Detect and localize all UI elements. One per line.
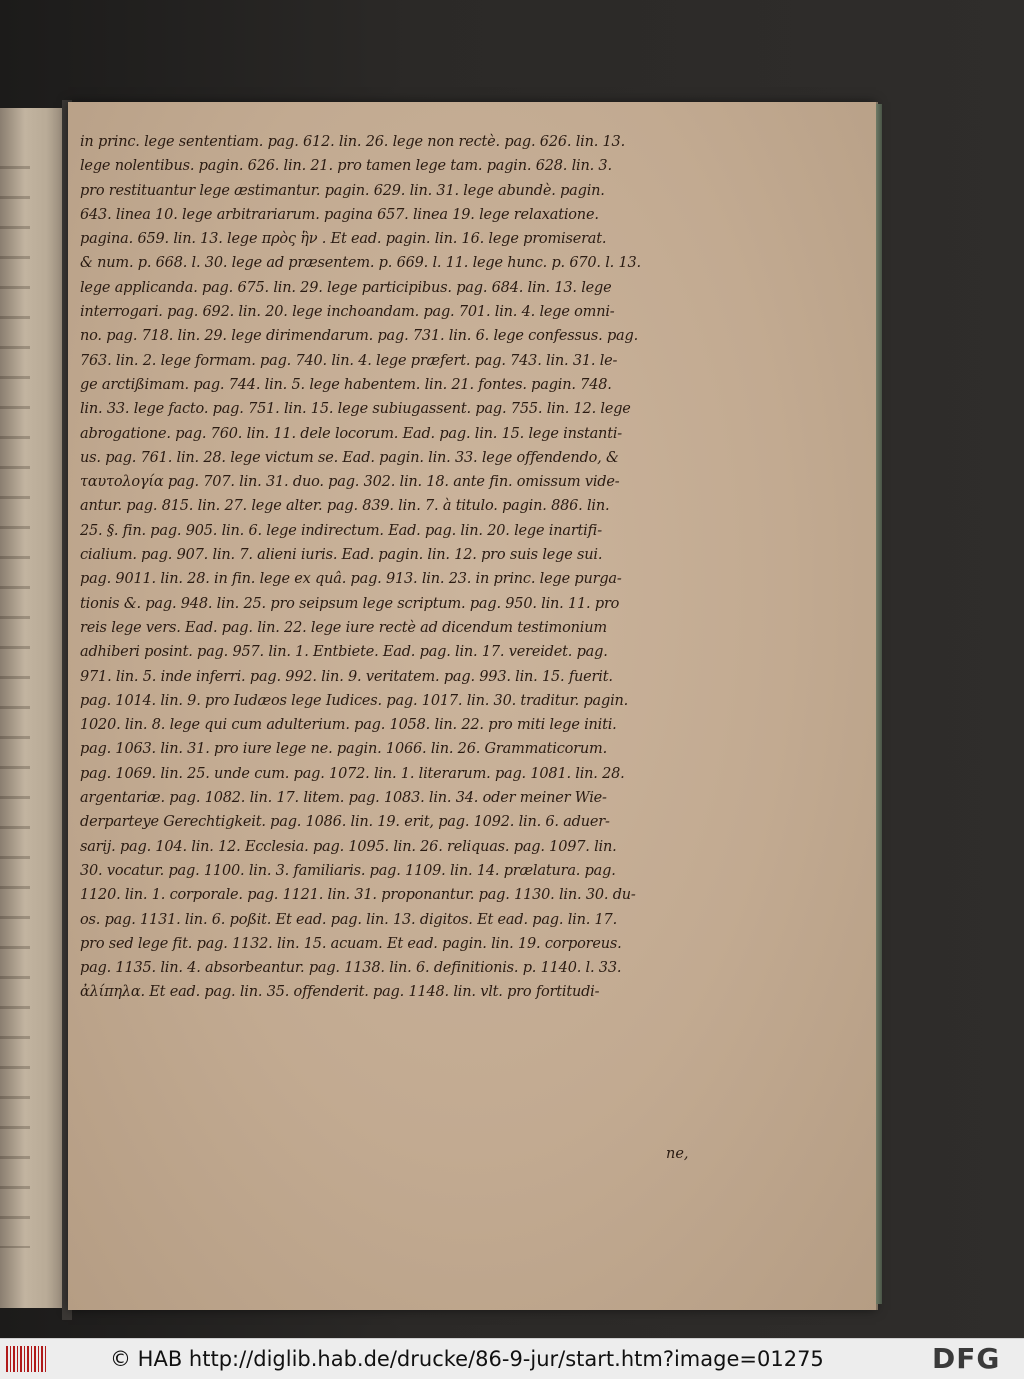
- text-line: 30. vocatur. pag. 1100. lin. 3. familiaris. pag. 1109. lin. 14. prælatura. pag.: [80, 862, 616, 879]
- text-line: pag. 1069. lin. 25. unde cum. pag. 1072. lin. 1. literarum. pag. 1081. lin. 28.: [80, 765, 625, 782]
- text-line: 763. lin. 2. lege formam. pag. 740. lin. 4. lege præfert. pag. 743. lin. 31. le-: [80, 352, 618, 369]
- text-line: sarij. pag. 104. lin. 12. Ecclesia. pag. 1095. lin. 26. reliquas. pag. 1097. lin.: [80, 838, 617, 855]
- text-line: 643. linea 10. lege arbitrariarum. pagina 657. linea 19. lege relaxatione.: [80, 206, 599, 223]
- text-line: pag. 9011. lin. 28. in fin. lege ex quâ. pag. 913. lin. 23. in princ. lege purga-: [80, 571, 622, 588]
- text-line: 1020. lin. 8. lege qui cum adulterium. pag. 1058. lin. 22. pro miti lege initi.: [80, 717, 617, 734]
- text-line: interrogari. pag. 692. lin. 20. lege inchoandam. pag. 701. lin. 4. lege omni-: [80, 304, 615, 321]
- left-page-text-fragments: [0, 148, 30, 1248]
- text-line: lege applicanda. pag. 675. lin. 29. lege participibus. pag. 684. lin. 13. lege: [80, 279, 612, 296]
- document-page: [68, 102, 876, 1310]
- text-line: argentariæ. pag. 1082. lin. 17. litem. pag. 1083. lin. 34. oder meiner Wie-: [80, 790, 607, 807]
- text-line: ge arctißimam. pag. 744. lin. 5. lege habentem. lin. 21. fontes. pagin. 748.: [80, 376, 612, 393]
- text-line: pag. 1014. lin. 9. pro Iudæos lege Iudices. pag. 1017. lin. 30. traditur. pagin.: [80, 692, 629, 709]
- text-line: reis lege vers. Ead. pag. lin. 22. lege iure rectè ad dicendum testimonium: [80, 619, 607, 636]
- text-line: & num. p. 668. l. 30. lege ad præsentem. p. 669. l. 11. lege hunc. p. 670. l. 13.: [80, 255, 641, 272]
- text-line: derparteye Gerechtigkeit. pag. 1086. lin. 19. erit, pag. 1092. lin. 6. aduer-: [80, 814, 610, 831]
- text-line: pag. 1135. lin. 4. absorbeantur. pag. 1138. lin. 6. definitionis. p. 1140. l. 33.: [80, 960, 622, 977]
- text-line: ταυτολογία pag. 707. lin. 31. duo. pag. 302. lin. 18. ante fin. omissum vide-: [80, 474, 620, 491]
- text-line: tionis &. pag. 948. lin. 25. pro seipsum lege scriptum. pag. 950. lin. 11. pro: [80, 595, 620, 612]
- hab-barcode-logo: [6, 1346, 48, 1372]
- text-line: antur. pag. 815. lin. 27. lege alter. pag. 839. lin. 7. à titulo. pagin. 886. lin.: [80, 498, 610, 515]
- text-line: us. pag. 761. lin. 28. lege victum se. Ead. pagin. lin. 33. lege offendendo, &: [80, 449, 619, 466]
- footer-credit-link[interactable]: © HAB http://diglib.hab.de/drucke/86-9-jur/start.htm?image=01275: [110, 1347, 824, 1371]
- errata-text: [80, 130, 720, 1005]
- text-line: no. pag. 718. lin. 29. lege dirimendarum. pag. 731. lin. 6. lege confessus. pag.: [80, 328, 638, 345]
- catchword: ne,: [666, 1146, 689, 1162]
- text-line: 971. lin. 5. inde inferri. pag. 992. lin. 9. veritatem. pag. 993. lin. 15. fuerit.: [80, 668, 613, 685]
- text-line: cialium. pag. 907. lin. 7. alieni iuris. Ead. pagin. lin. 12. pro suis lege sui.: [80, 547, 603, 564]
- dfg-logo: DFG: [932, 1342, 1001, 1375]
- text-line: pro sed lege fit. pag. 1132. lin. 15. acuam. Et ead. pagin. lin. 19. corporeus.: [80, 935, 622, 952]
- left-page-edge: [0, 108, 64, 1308]
- text-line: os. pag. 1131. lin. 6. poßit. Et ead. pag. lin. 13. digitos. Et ead. pag. lin. 17.: [80, 911, 617, 928]
- text-line: lin. 33. lege facto. pag. 751. lin. 15. lege subiugassent. pag. 755. lin. 12. lege: [80, 401, 631, 418]
- text-line: pag. 1063. lin. 31. pro iure lege ne. pagin. 1066. lin. 26. Grammaticorum.: [80, 741, 607, 758]
- footer-bar: [0, 1338, 1024, 1379]
- text-line: ἀλίπηλα. Et ead. pag. lin. 35. offenderit. pag. 1148. lin. vlt. pro fortitudi-: [80, 984, 600, 1001]
- text-line: abrogatione. pag. 760. lin. 11. dele locorum. Ead. pag. lin. 15. lege instanti-: [80, 425, 622, 442]
- text-line: 1120. lin. 1. corporale. pag. 1121. lin. 31. proponantur. pag. 1130. lin. 30. du-: [80, 887, 636, 904]
- text-line: adhiberi posint. pag. 957. lin. 1. Entbiete. Ead. pag. lin. 17. vereidet. pag.: [80, 644, 608, 661]
- text-line: in princ. lege sententiam. pag. 612. lin. 26. lege non rectè. pag. 626. lin. 13.: [80, 134, 625, 150]
- text-line: lege nolentibus. pagin. 626. lin. 21. pro tamen lege tam. pagin. 628. lin. 3.: [80, 158, 612, 175]
- text-line: pagina. 659. lin. 13. lege πρὸς ἣν . Et ead. pagin. lin. 16. lege promiserat.: [80, 231, 607, 248]
- text-line: 25. §. fin. pag. 905. lin. 6. lege indirectum. Ead. pag. lin. 20. lege inartifi-: [80, 522, 602, 539]
- text-line: pro restituantur lege æstimantur. pagin. 629. lin. 31. lege abundè. pagin.: [80, 182, 605, 199]
